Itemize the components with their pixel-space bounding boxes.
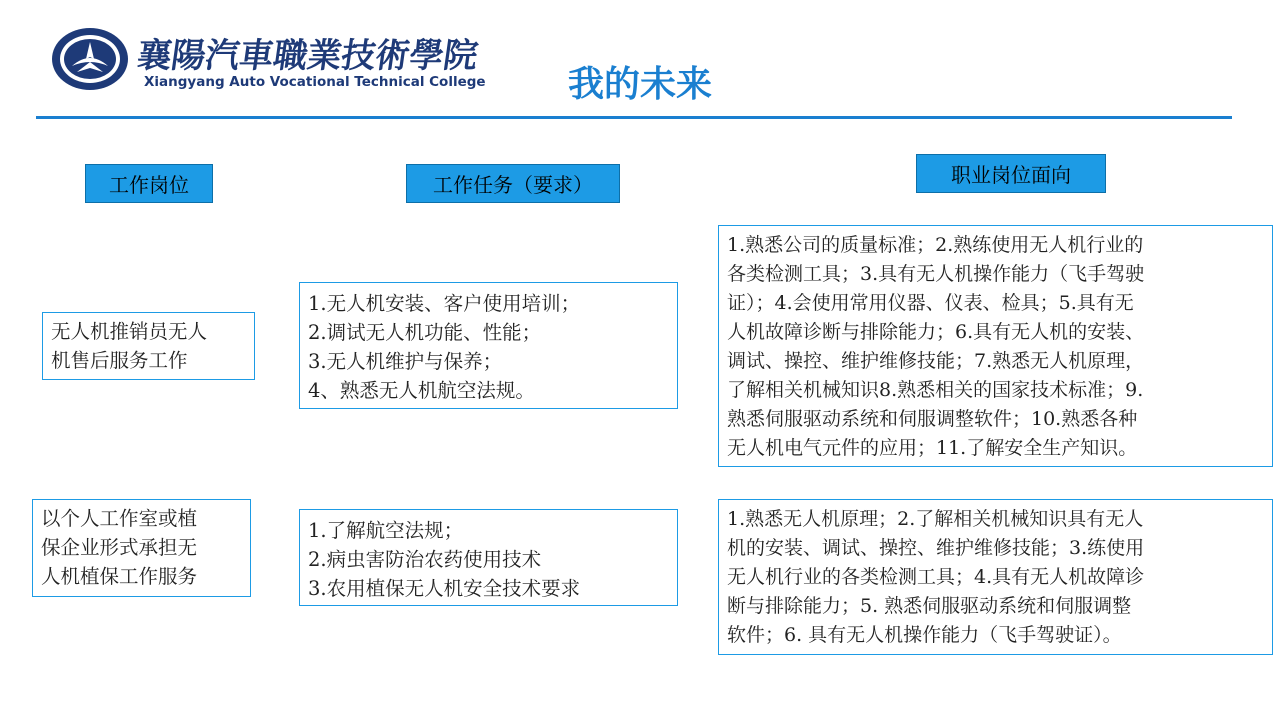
row2-task-line: 3.农用植保无人机安全技术要求 (308, 577, 581, 600)
column-header-tasks: 工作任务（要求） (406, 164, 620, 203)
row2-requirement-line: 机的安装、调试、操控、维护维修技能；3.练使用 (727, 537, 1145, 559)
row1-requirement-line: 证）；4.会使用常用仪器、仪表、检具；5.具有无 (727, 292, 1134, 314)
row1-position-line: 无人机推销员无人 (51, 320, 208, 343)
row2-position-box (32, 499, 251, 597)
row1-requirement-line: 了解相关机械知识8.熟悉相关的国家技术标准；9. (727, 379, 1144, 401)
row2-requirements-box (718, 499, 1273, 655)
row1-requirement-line: 熟悉伺服驱动系统和伺服调整软件；10.熟悉各种 (727, 408, 1138, 430)
row1-position-line: 机售后服务工作 (51, 349, 188, 372)
row2-position-line: 人机植保工作服务 (41, 565, 198, 588)
row1-requirement-line: 调试、操控、维护维修技能；7.熟悉无人机原理， (727, 350, 1145, 372)
row1-requirement-line: 各类检测工具；3.具有无人机操作能力（飞手驾驶 (727, 263, 1145, 285)
row2-task-line: 2.病虫害防治农药使用技术 (308, 548, 542, 571)
row1-position-box (42, 312, 255, 380)
row2-task-line: 1.了解航空法规； (308, 519, 464, 542)
row1-task-line: 4、熟悉无人机航空法规。 (308, 379, 535, 402)
row1-requirement-line: 无人机电气元件的应用；11.了解安全生产知识。 (727, 437, 1138, 459)
row1-requirement-line: 1.熟悉公司的质量标准；2.熟练使用无人机行业的 (727, 234, 1144, 256)
page-title: 我的未来 (567, 64, 712, 105)
column-header-orientation: 职业岗位面向 (916, 154, 1106, 193)
row2-position-line: 以个人工作室或植 (41, 507, 198, 530)
row1-task-line: 1.无人机安装、客户使用培训； (308, 292, 581, 315)
row2-requirement-line: 无人机行业的各类检测工具；4.具有无人机故障诊 (727, 566, 1145, 588)
header-divider (36, 116, 1232, 119)
row2-requirement-line: 软件；6. 具有无人机操作能力（飞手驾驶证）。 (727, 624, 1122, 646)
college-name-english: Xiangyang Auto Vocational Technical College (144, 74, 486, 90)
row1-requirements-box (718, 225, 1273, 467)
row2-tasks-box (299, 509, 678, 606)
column-header-position: 工作岗位 (85, 164, 213, 203)
row1-requirement-line: 人机故障诊断与排除能力；6.具有无人机的安装、 (727, 321, 1145, 343)
row2-requirement-line: 断与排除能力；5. 熟悉伺服驱动系统和伺服调整 (727, 595, 1132, 617)
college-name-chinese: 襄陽汽車職業技術學院 (134, 36, 481, 76)
row2-requirement-line: 1.熟悉无人机原理；2.了解相关机械知识具有无人 (727, 508, 1144, 530)
college-logo-emblem (50, 26, 130, 92)
row1-tasks-box (299, 282, 678, 409)
row1-task-line: 3.无人机维护与保养； (308, 350, 503, 373)
row1-task-line: 2.调试无人机功能、性能； (308, 321, 542, 344)
row2-position-line: 保企业形式承担无 (41, 536, 198, 559)
